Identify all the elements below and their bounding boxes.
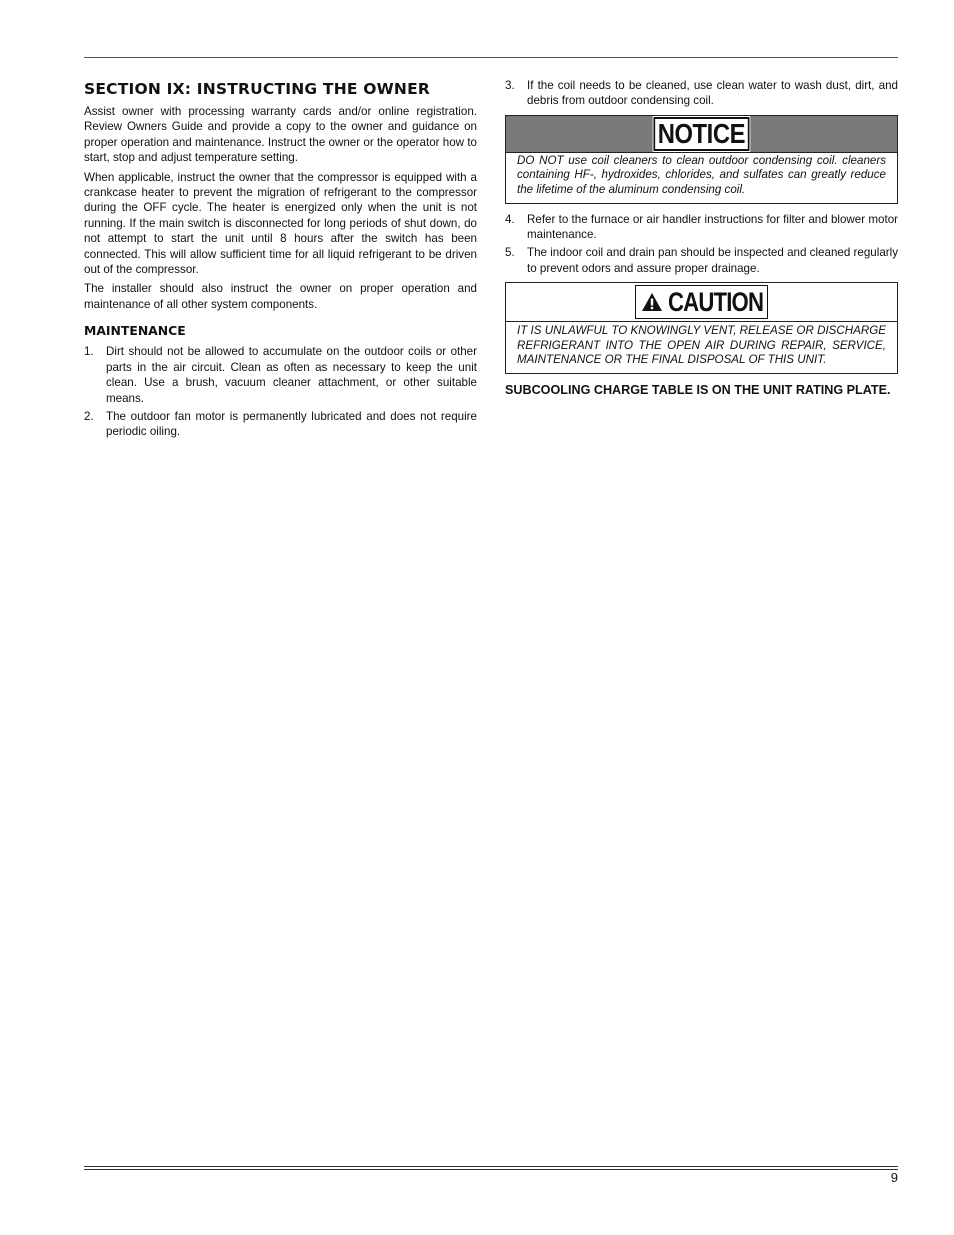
list-item-text: Refer to the furnace or air handler instructions for filter and blower motor maintenance. <box>527 212 898 241</box>
list-item <box>84 409 477 440</box>
list-item <box>505 245 898 276</box>
caution-box <box>505 282 898 374</box>
page-number: 9 <box>890 1170 898 1185</box>
list-item-text: If the coil needs to be cleaned, use clean water to wash dust, dirt, and debris from outdoor condensing coil. <box>527 79 898 108</box>
maintenance-title: MAINTENANCE <box>84 323 186 339</box>
subcooling-note: SUBCOOLING CHARGE TABLE IS ON THE UNIT RATING PLATE. <box>505 383 891 397</box>
caution-label: CAUTION <box>668 287 764 318</box>
list-item <box>505 78 898 109</box>
left-column <box>84 78 477 443</box>
list-item <box>84 344 477 406</box>
notice-box <box>505 115 898 204</box>
caution-text: IT IS UNLAWFUL TO KNOWINGLY VENT, RELEASE OR DISCHARGE REFRIGERANT INTO THE OPEN AIR DURING REPAIR, SERVICE, MAINTENANCE OR THE FINAL DISPOSAL OF THIS UNIT. <box>517 324 886 367</box>
footer-rule-double <box>84 1169 898 1170</box>
list-item-number: 1. <box>84 345 94 359</box>
maintenance-list-continued <box>505 78 898 109</box>
maintenance-list <box>84 344 477 439</box>
caution-header <box>506 283 897 322</box>
list-item-number: 4. <box>505 212 515 226</box>
list-item-text: The indoor coil and drain pan should be inspected and cleaned regularly to prevent odors and assure proper drainage. <box>527 246 898 275</box>
notice-label: NOTICE <box>654 117 750 151</box>
list-item-number: 2. <box>84 409 94 423</box>
right-column <box>505 78 898 399</box>
footer-rule <box>84 1166 898 1167</box>
warning-triangle-icon <box>641 292 663 312</box>
paragraph-crankcase-heater: When applicable, instruct the owner that the compressor is equipped with a crankcase heater to prevent the migration of refrigerant to the compressor during the OFF cycle. The heater is energized only when the unit is not running. If the main switch is disconnected for long periods of shut down, do not attempt to start the unit until 8 hours after the switch has been connected. This will allow sufficient time for all liquid refrigerant to be driven out of the compressor. <box>84 170 477 277</box>
list-item-text: Dirt should not be allowed to accumulate on the outdoor coils or other parts in the air circuit. Clean as often as necessary to keep the unit clean. Use a brush, vacuum cleaner attachment, or other suitable means. <box>106 345 477 405</box>
caution-label-frame <box>635 285 768 319</box>
section-title: SECTION IX: INSTRUCTING THE OWNER <box>84 80 431 98</box>
paragraph-owner-guide: Assist owner with processing warranty cards and/or online registration. Review Owners Guide and provide a copy to the owner and guidance on proper operation and maintenance. Instruct the owner or the operator how to start, stop and adjust temperature setting. <box>84 105 477 165</box>
list-item-number: 3. <box>505 79 515 92</box>
notice-header <box>506 116 897 153</box>
header-rule <box>84 57 898 58</box>
paragraph-system-components: The installer should also instruct the owner on proper operation and maintenance of all other system components. <box>84 282 477 311</box>
notice-text: DO NOT use coil cleaners to clean outdoor condensing coil. cleaners containing HF-, hydroxides, chlorides, and sulfates can greatly reduce the lifetime of the aluminum condensing coil. <box>517 153 886 196</box>
list-item-number: 5. <box>505 246 515 260</box>
list-item-text: The outdoor fan motor is permanently lubricated and does not require periodic oiling. <box>106 409 477 439</box>
list-item <box>505 212 898 243</box>
maintenance-list-continued-2 <box>505 212 898 277</box>
